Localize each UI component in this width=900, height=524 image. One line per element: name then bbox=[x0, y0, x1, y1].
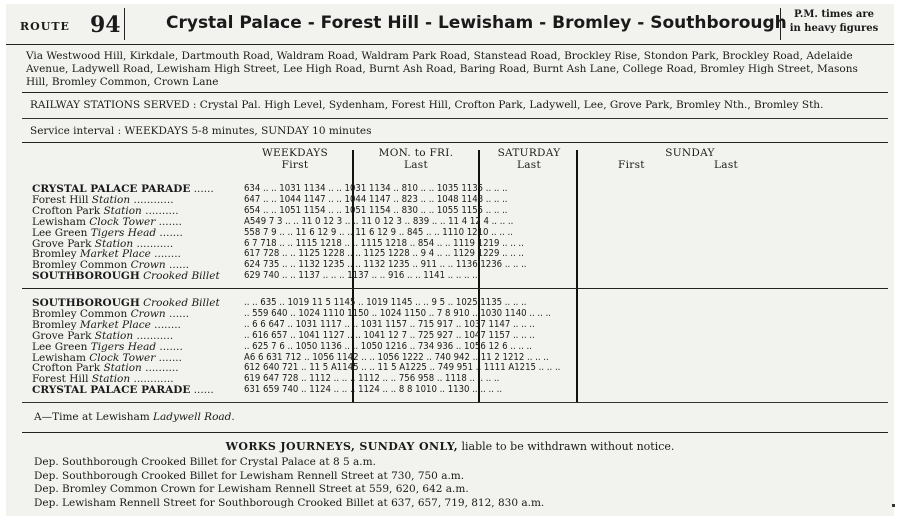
footnote bbox=[34, 411, 235, 423]
time-row: 624 735 .. .. 1132 1235 .. .. 1132 1235 .. 911 .. .. 1136 1236 .. .. .. bbox=[244, 259, 527, 271]
stop-leader-dots: ....... bbox=[155, 215, 182, 228]
stop-location: Station bbox=[103, 204, 142, 217]
works-title-rest: liable to be withdrawn without notice. bbox=[461, 440, 675, 453]
saturday-last-label: Last bbox=[516, 159, 542, 171]
stop-location: Station bbox=[91, 193, 131, 206]
stop-leader-dots: ....... bbox=[156, 226, 183, 239]
stop-location: Clock Tower bbox=[89, 351, 156, 364]
stop-location: Station bbox=[103, 362, 142, 375]
time-row: 617 728 .. .. 1125 1228 .. .. 1125 1228 .. 9 4 .. .. 1129 1229 .. .. .. bbox=[244, 248, 524, 260]
pm-note-line-2: in heavy figures bbox=[789, 23, 879, 34]
stop-leader-dots: ....... bbox=[155, 351, 182, 364]
stop-location: Station bbox=[91, 373, 131, 386]
print-mark bbox=[892, 504, 895, 507]
time-row: 612 640 721 .. 11 5 A1145 .. .. 11 5 A1225 .. 749 951 .. 1111 A1215 .. .. .. bbox=[244, 362, 561, 374]
column-separator bbox=[576, 150, 578, 402]
stop-name: CRYSTAL PALACE PARADE bbox=[32, 384, 191, 397]
stop-location: Clock Tower bbox=[89, 215, 156, 228]
interval-label: Service interval : bbox=[30, 125, 122, 137]
works-title-bold: WORKS JOURNEYS, SUNDAY ONLY, bbox=[225, 440, 458, 453]
col-header-monfri bbox=[356, 147, 476, 171]
stop-name: Lee Green bbox=[32, 226, 88, 239]
stop-location: Crooked Billet bbox=[143, 270, 220, 283]
time-row: 558 7 9 .. .. 11 6 12 9 .. .. 11 6 12 9 .. 845 .. .. 1110 1210 .. .. .. bbox=[244, 226, 513, 238]
stop-name: SOUTHBOROUGH bbox=[32, 297, 140, 309]
stop-location: Tigers Head bbox=[90, 340, 157, 353]
stop-leader-dots: ...... bbox=[165, 259, 190, 272]
time-row: 629 740 .. .. 1137 .. .. .. 1137 .. .. 916 .. .. 1141 .. .. .. .. bbox=[244, 270, 478, 282]
stop-location: Station bbox=[94, 237, 134, 250]
works-journey-line: Dep. Lewisham Rennell Street for Southborough Crooked Billet at 637, 657, 719, 812, 830 a.m. bbox=[34, 496, 545, 509]
pm-note-line-1: P.M. times are bbox=[794, 9, 874, 20]
col-header-weekdays bbox=[250, 147, 340, 171]
railway-label: RAILWAY STATIONS SERVED : bbox=[30, 99, 197, 111]
inbound-stops bbox=[32, 298, 220, 396]
stop-location: Crooked Billet bbox=[143, 297, 220, 309]
stop-name: Grove Park bbox=[32, 329, 92, 342]
stop-name: CRYSTAL PALACE PARADE bbox=[32, 183, 191, 195]
stop-leader-dots: ....... bbox=[156, 340, 183, 353]
stop-location: Tigers Head bbox=[90, 226, 157, 239]
timetable-page bbox=[6, 4, 894, 516]
works-journey-line: Dep. Bromley Common Crown for Lewisham Rennell Street at 559, 620, 642 a.m. bbox=[34, 483, 469, 495]
stop-leader-dots: ............ bbox=[130, 373, 174, 386]
weekdays-label: WEEKDAYS bbox=[261, 147, 329, 159]
railway-stations bbox=[30, 99, 823, 111]
time-row: 654 .. .. 1051 1154 .. .. 1051 1154 .. 830 .. .. 1055 1155 .. .. .. bbox=[244, 204, 508, 216]
monfri-last-label: Last bbox=[403, 159, 429, 171]
stop-name: Bromley Common bbox=[32, 307, 128, 320]
time-row: .. 616 657 .. 1041 1127 .. .. 1041 12 7 .. 725 927 .. 1047 1157 .. .. .. bbox=[244, 329, 535, 341]
stop-name: Crofton Park bbox=[32, 362, 101, 375]
stop-leader-dots: ........ bbox=[150, 248, 181, 261]
stop-location: Market Place bbox=[79, 248, 151, 261]
divider bbox=[22, 402, 888, 403]
stop-row bbox=[32, 271, 220, 282]
service-interval bbox=[30, 125, 372, 137]
time-row: .. .. 635 .. 1019 11 5 1145 .. 1019 1145 .. .. 9 5 .. 1025 1135 .. .. .. bbox=[244, 297, 527, 308]
stop-leader-dots: ........ bbox=[150, 318, 181, 331]
divider bbox=[22, 142, 888, 143]
divider bbox=[22, 288, 888, 289]
route-via-description: Via Westwood Hill, Kirkdale, Dartmouth Road, Waldram Road, Waldram Park Road, Stanstead Road, Brockley Rise, Stondon Park, Brockley Road, Adelaide Avenue, Ladywell Road, Lewisham High Street, Lee High Road, Burnt Ash Road, Baring Road, Burnt Ash Lane, College Road, Bromley High Street, Masons Hill, Bromley Common, Crown Lane bbox=[26, 50, 858, 88]
time-row: 634 .. .. 1031 1134 .. .. 1031 1134 .. 810 .. .. 1035 1135 .. .. .. bbox=[244, 183, 508, 194]
works-journey-line: Dep. Southborough Crooked Billet for Lewisham Rennell Street at 730, 750 a.m. bbox=[34, 469, 465, 482]
stop-location: Station bbox=[94, 329, 134, 342]
stop-name: SOUTHBOROUGH bbox=[32, 270, 140, 283]
stop-leader-dots: ...... bbox=[165, 307, 190, 320]
time-row: A549 7 3 .. .. 11 0 12 3 .. .. 11 0 12 3 .. 839 .. .. 11 4 12 4 .. .. .. bbox=[244, 215, 514, 227]
divider bbox=[22, 118, 888, 119]
timetable-header bbox=[6, 4, 894, 45]
time-row: .. 559 640 .. 1024 1110 1150 .. 1024 1150 .. 7 8 910 .. 1030 1140 .. .. .. bbox=[244, 307, 552, 319]
stop-name: Lee Green bbox=[32, 340, 88, 353]
sunday-label: SUNDAY bbox=[665, 147, 715, 159]
stop-leader-dots: .......... bbox=[141, 204, 179, 217]
interval-value: WEEKDAYS 5-8 minutes, SUNDAY 10 minutes bbox=[124, 125, 372, 137]
stop-name: Lewisham bbox=[32, 351, 86, 364]
col-header-sunday bbox=[580, 147, 800, 171]
col-header-saturday bbox=[482, 147, 576, 171]
sunday-first-label: First bbox=[618, 159, 645, 171]
stop-name: Bromley bbox=[32, 248, 77, 261]
stop-name: Lewisham bbox=[32, 215, 86, 228]
sunday-last-label: Last bbox=[714, 159, 739, 171]
stop-name: Grove Park bbox=[32, 237, 92, 250]
sunday-sublabels bbox=[580, 159, 800, 171]
footnote-prefix: A—Time at Lewisham bbox=[34, 411, 150, 423]
weekdays-first-label: First bbox=[281, 159, 309, 171]
time-row: A6 6 631 712 .. 1056 1142 .. .. 1056 1222 .. 740 942 .. 11 2 1212 .. .. .. bbox=[244, 351, 549, 363]
route-box bbox=[12, 8, 125, 40]
works-journey-line: Dep. Southborough Crooked Billet for Crystal Palace at 8 5 a.m. bbox=[34, 456, 376, 468]
stop-leader-dots: ...... bbox=[190, 183, 214, 195]
time-row: .. 6 6 647 .. 1031 1117 .. .. 1031 1157 .. 715 917 .. 1037 1147 .. .. .. bbox=[244, 318, 535, 330]
stop-leader-dots: ........... bbox=[133, 329, 174, 342]
time-row: 6 7 718 .. .. 1115 1218 .. .. 1115 1218 .. 854 .. .. 1119 1219 .. .. .. bbox=[244, 237, 524, 249]
works-journeys-list bbox=[34, 456, 544, 510]
stop-name: Bromley bbox=[32, 318, 77, 331]
stop-location: Market Place bbox=[79, 318, 151, 331]
time-row: 647 .. .. 1044 1147 .. .. 1044 1147 .. 823 .. .. 1048 1148 .. .. .. bbox=[244, 193, 508, 205]
route-number: 94 bbox=[90, 12, 121, 38]
stop-leader-dots: .......... bbox=[141, 362, 179, 375]
stop-leader-dots: ...... bbox=[190, 384, 214, 397]
railway-stations-list: Crystal Pal. High Level, Sydenham, Forest Hill, Crofton Park, Ladywell, Lee, Grove Park, Bromley Nth., Bromley Sth. bbox=[199, 99, 824, 111]
route-title: Crystal Palace - Forest Hill - Lewisham - Bromley - Southborough bbox=[166, 13, 787, 33]
stop-name: Crofton Park bbox=[32, 204, 101, 217]
stop-name: Bromley Common bbox=[32, 259, 128, 272]
time-row: .. 625 7 6 .. 1050 1136 .. .. 1050 1216 .. 734 936 .. 1056 12 6 .. .. .. bbox=[244, 340, 532, 352]
time-row: 631 659 740 .. 1124 .. .. .. 1124 .. .. 8 8 1010 .. 1130 .. .. .. .. bbox=[244, 384, 503, 396]
works-journeys-title bbox=[6, 440, 894, 453]
pm-times-note bbox=[780, 8, 887, 40]
route-label: ROUTE bbox=[20, 20, 70, 33]
outbound-stops bbox=[32, 184, 220, 282]
stop-leader-dots: ........... bbox=[133, 237, 174, 250]
stop-location: Crown bbox=[130, 259, 166, 272]
stop-location: Crown bbox=[130, 307, 166, 320]
stop-name: Forest Hill bbox=[32, 193, 89, 206]
divider bbox=[22, 432, 888, 433]
stop-row bbox=[32, 385, 220, 396]
divider bbox=[22, 92, 888, 93]
time-row: 619 647 728 .. 1112 .. .. .. 1112 .. .. 756 958 .. 1118 .. .. .. .. bbox=[244, 373, 500, 385]
saturday-label: SATURDAY bbox=[497, 147, 561, 159]
stop-name: Forest Hill bbox=[32, 373, 89, 386]
stop-leader-dots: ............ bbox=[130, 193, 174, 206]
monfri-label: MON. to FRI. bbox=[378, 147, 454, 159]
footnote-place: Ladywell Road. bbox=[153, 411, 235, 423]
